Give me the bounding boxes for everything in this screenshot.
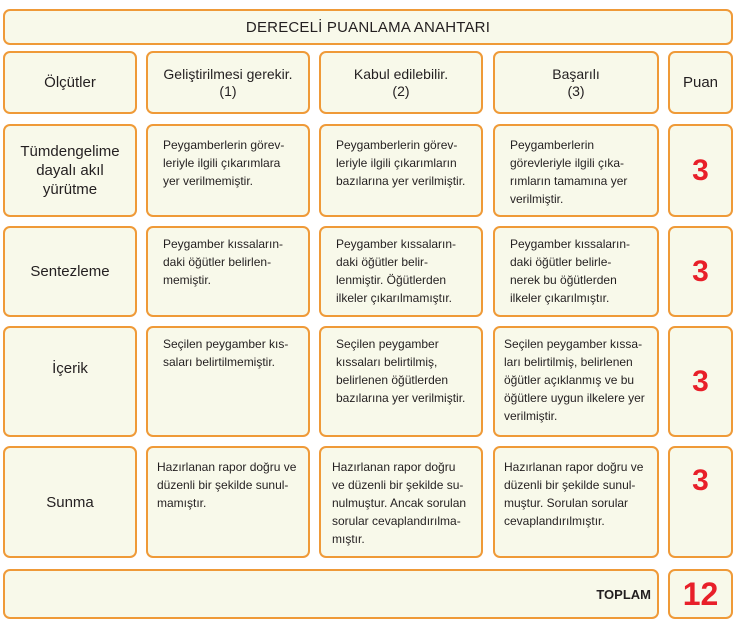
header-level-label: Kabul edilebilir. <box>353 65 449 82</box>
description-line: görevleriyle ilgili çıka- <box>510 156 625 170</box>
description-line: Seçilen peygamber <box>336 337 439 351</box>
description-line: belirlenen öğütlerden <box>336 373 449 387</box>
rubric-title: DERECELİ PUANLAMA ANAHTARI <box>3 9 733 45</box>
description-line: daki öğütler belirlen- <box>163 255 272 269</box>
description-line: ları belirtilmiş, belirlenen <box>504 355 633 369</box>
description-cell <box>493 326 659 437</box>
description-line: Peygamber kıssaların- <box>510 237 631 251</box>
description-line: Hazırlanan rapor doğru <box>332 460 456 474</box>
criterion-line: yürütme <box>42 181 98 198</box>
score-cell: 3 <box>668 326 733 437</box>
header-level-value: (1) <box>219 82 237 99</box>
description-line: saları belirtilmemiştir. <box>163 355 276 369</box>
description-line: yer verilmemiştir. <box>163 174 254 188</box>
criterion-line: Sentezleme <box>30 263 110 280</box>
description-line: memiştir. <box>163 273 211 287</box>
description-line: lenmiştir. Öğütlerden <box>336 273 447 287</box>
description-line: leriyle ilgili çıkarımların <box>336 156 457 170</box>
description-cell <box>319 326 483 437</box>
description-line: leriyle ilgili çıkarımlara <box>163 156 281 170</box>
description-line: sorular cevaplandırılma- <box>332 514 461 528</box>
description-line: bazılarına yer verilmiştir. <box>336 391 466 405</box>
description-line: ilkeler çıkarılmamıştır. <box>336 291 453 305</box>
description-line: bazılarına yer verilmiştir. <box>336 174 466 188</box>
description-line: ve düzenli bir şekilde su- <box>332 478 464 492</box>
description-cell <box>319 226 483 317</box>
score-cell: 3 <box>668 124 733 217</box>
description-line: Seçilen peygamber kıssa- <box>504 337 643 351</box>
total-score: 12 <box>668 569 733 619</box>
description-line: öğütlere uygun ilkelere yer <box>504 391 645 405</box>
criterion-cell <box>3 326 137 437</box>
criterion-line: İçerik <box>52 360 88 377</box>
description-line: Hazırlanan rapor doğru ve <box>157 460 297 474</box>
description-line: Hazırlanan rapor doğru ve <box>504 460 644 474</box>
score-cell: 3 <box>668 226 733 317</box>
description-line: düzenli bir şekilde sunul- <box>504 478 636 492</box>
description-line: Peygamberlerin <box>510 138 595 152</box>
criterion-line: dayalı akıl <box>36 162 104 179</box>
description-cell <box>493 446 659 558</box>
description-line: Peygamber kıssaların- <box>163 237 284 251</box>
total-label: TOPLAM <box>3 569 659 619</box>
description-line: rımların tamamına yer <box>510 174 628 188</box>
criterion-line: Tümdengelime <box>20 143 120 160</box>
description-line: daki öğütler belir- <box>336 255 429 269</box>
description-line: Peygamber kıssaların- <box>336 237 457 251</box>
score-cell: 3 <box>668 446 733 558</box>
description-cell <box>146 226 310 317</box>
description-cell <box>146 446 310 558</box>
description-cell <box>146 326 310 437</box>
description-cell <box>493 226 659 317</box>
header-level-label: Başarılı <box>552 65 600 82</box>
description-line: cevaplandırılmıştır. <box>504 514 605 528</box>
description-line: muştur. Sorulan sorular <box>504 496 629 510</box>
header-level-3 <box>493 51 659 114</box>
criterion-line: Sunma <box>46 493 94 511</box>
description-cell <box>319 446 483 558</box>
description-line: nulmuştur. Ancak sorulan <box>332 496 467 510</box>
description-line: Seçilen peygamber kıs- <box>163 337 289 351</box>
description-line: Peygamberlerin görev- <box>163 138 285 152</box>
header-score: Puan <box>668 51 733 114</box>
criterion-cell <box>3 226 137 317</box>
description-cell <box>319 124 483 217</box>
header-level-value: (2) <box>392 82 410 99</box>
description-cell <box>493 124 659 217</box>
description-line: verilmiştir. <box>510 192 564 206</box>
header-level-label: Geliştirilmesi gerekir. <box>163 65 293 82</box>
description-line: verilmiştir. <box>504 409 558 423</box>
description-line: daki öğütler belirle- <box>510 255 612 269</box>
description-line: düzenli bir şekilde sunul- <box>157 478 289 492</box>
description-line: ilkeler çıkarılmıştır. <box>510 291 610 305</box>
description-cell <box>146 124 310 217</box>
description-line: mıştır. <box>332 532 365 546</box>
header-level-value: (3) <box>567 82 585 99</box>
header-level-1 <box>146 51 310 114</box>
header-criteria: Ölçütler <box>3 51 137 114</box>
description-line: kıssaları belirtilmiş, <box>336 355 438 369</box>
header-level-2 <box>319 51 483 114</box>
description-line: Peygamberlerin görev- <box>336 138 458 152</box>
description-line: mamıştır. <box>157 496 207 510</box>
description-line: nerek bu öğütlerden <box>510 273 617 287</box>
criterion-cell <box>3 446 137 558</box>
criterion-cell <box>3 124 137 217</box>
description-line: öğütler açıklanmış ve bu <box>504 373 635 387</box>
